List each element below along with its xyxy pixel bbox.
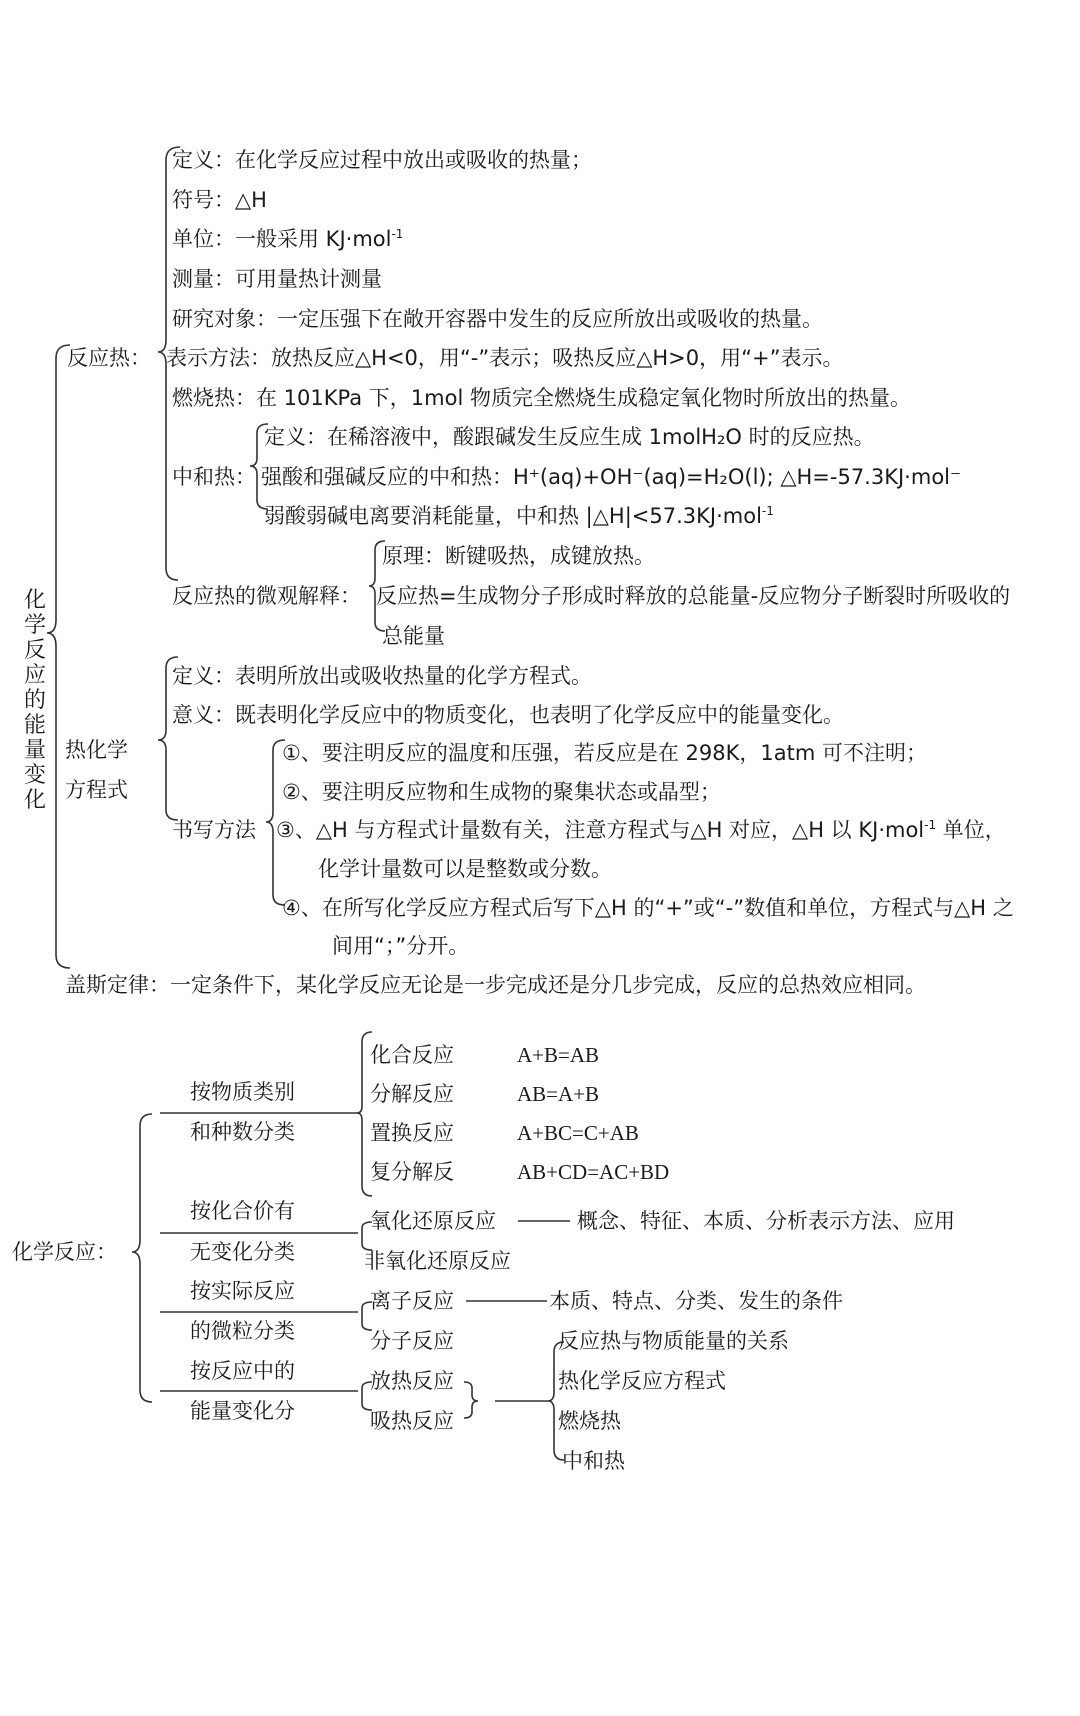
writing-item-3-line2: 化学计量数可以是整数或分数。 (318, 857, 612, 881)
topic-combustion-heat: 燃烧热 (558, 1409, 621, 1433)
writing-item-2: ②、要注明反应物和生成物的聚集状态或晶型； (282, 780, 721, 804)
micro-formula-line1: 反应热=生成物分子形成时释放的总能量-反应物分子断裂时所吸收的 (376, 584, 1011, 608)
reactions-brace (132, 1114, 152, 1402)
neutralization-label: 中和热： (172, 465, 256, 489)
micro-label: 反应热的微观解释： (172, 584, 361, 608)
ionic-reaction: 离子反应 (370, 1289, 454, 1313)
displacement-formula: A+BC=C+AB (517, 1121, 639, 1145)
topics-brace (548, 1342, 564, 1460)
particle-label-line1: 按实际反应 (190, 1279, 295, 1303)
topic-thermo-equation: 热化学反应方程式 (558, 1369, 726, 1393)
rh-unit: 单位：一般采用 KJ·mol$^{-1}$ (172, 227, 404, 251)
writing-item-1: ①、要注明反应的温度和压强，若反应是在 298K，1atm 可不注明； (282, 741, 927, 765)
micro-principle: 原理：断键吸热，成键放热。 (382, 544, 655, 568)
double-decomposition-reaction: 复分解反 (370, 1160, 454, 1184)
exothermic-reaction: 放热反应 (370, 1369, 454, 1393)
hess-law: 盖斯定律：一定条件下，某化学反应无论是一步完成还是分几步完成，反应的总热效应相同。 (65, 973, 926, 997)
valence-label-line1: 按化合价有 (190, 1199, 295, 1223)
rh-definition: 定义：在化学反应过程中放出或吸收的热量； (172, 148, 592, 172)
substance-label-line1: 按物质类别 (190, 1080, 295, 1104)
neutralization-strong: 强酸和强碱反应的中和热：H⁺(aq)+OH⁻(aq)=H₂O(l); △H=-57.3KJ·mol⁻ (261, 465, 962, 489)
ionic-note: 本质、特点、分类、发生的条件 (549, 1289, 843, 1313)
rh-notation: 表示方法：放热反应△H<0，用“-”表示；吸热反应△H>0，用“+”表示。 (166, 346, 844, 370)
valence-label-line2: 无变化分类 (190, 1240, 295, 1264)
combination-formula: A+B=AB (517, 1043, 600, 1067)
thermo-meaning: 意义：既表明化学反应中的物质变化，也表明了化学反应中的能量变化。 (172, 703, 844, 727)
reaction-heat-label: 反应热： (67, 346, 151, 370)
rh-combustion: 燃烧热：在 101KPa 下，1mol 物质完全燃烧生成稳定氧化物时所放出的热量。 (172, 386, 911, 410)
combination-reaction: 化合反应 (370, 1043, 454, 1067)
energy-label-line2: 能量变化分 (190, 1399, 295, 1423)
writing-item-3-line1: ③、△H 与方程式计量数有关，注意方程式与△H 对应，△H 以 KJ·mol$^{-1}$ 单位， (276, 818, 1006, 842)
thermo-label-line2: 方程式 (65, 778, 128, 802)
writing-label: 书写方法 (172, 818, 256, 842)
endothermic-reaction: 吸热反应 (370, 1409, 454, 1433)
redox-reaction: 氧化还原反应 (370, 1209, 496, 1233)
substance-label-line2: 和种数分类 (190, 1120, 295, 1144)
rh-symbol: 符号：△H (172, 188, 267, 212)
energy-label-line1: 按反应中的 (190, 1359, 295, 1383)
decomposition-reaction: 分解反应 (370, 1082, 454, 1106)
double-decomposition-formula: AB+CD=AC+BD (517, 1160, 670, 1184)
reactions-title: 化学反应： (12, 1240, 117, 1264)
non-redox-reaction: 非氧化还原反应 (364, 1249, 511, 1273)
thermo-definition: 定义：表明所放出或吸收热量的化学方程式。 (172, 664, 592, 688)
writing-item-4-line2: 间用“；”分开。 (332, 934, 470, 958)
topic-neutralization-heat: 中和热 (562, 1449, 625, 1473)
energy-right-brace (464, 1382, 478, 1418)
neutralization-weak: 弱酸弱碱电离要消耗能量，中和热 |△H|<57.3KJ·mol$^{-1}$ (264, 504, 774, 528)
molecular-reaction: 分子反应 (370, 1329, 454, 1353)
energy-change-title: 化学反应的能量变化 (23, 588, 46, 813)
topic-energy-relation: 反应热与物质能量的关系 (558, 1329, 789, 1353)
particle-label-line2: 的微粒分类 (190, 1319, 295, 1343)
writing-item-4-line1: ④、在所写化学反应方程式后写下△H 的“+”或“-”数值和单位，方程式与△H 之 (282, 896, 1014, 920)
thermo-label-line1: 热化学 (65, 738, 128, 762)
displacement-reaction: 置换反应 (370, 1121, 454, 1145)
main-brace (47, 345, 70, 968)
rh-object: 研究对象：一定压强下在敞开容器中发生的反应所放出或吸收的热量。 (172, 307, 823, 331)
micro-formula-line2: 总能量 (382, 624, 445, 648)
rh-measure: 测量：可用量热计测量 (172, 267, 382, 291)
decomposition-formula: AB=A+B (517, 1082, 600, 1106)
redox-note: 概念、特征、本质、分析表示方法、应用 (577, 1209, 955, 1233)
neutralization-definition: 定义：在稀溶液中，酸跟碱发生反应生成 1molH₂O 时的反应热。 (264, 425, 875, 449)
